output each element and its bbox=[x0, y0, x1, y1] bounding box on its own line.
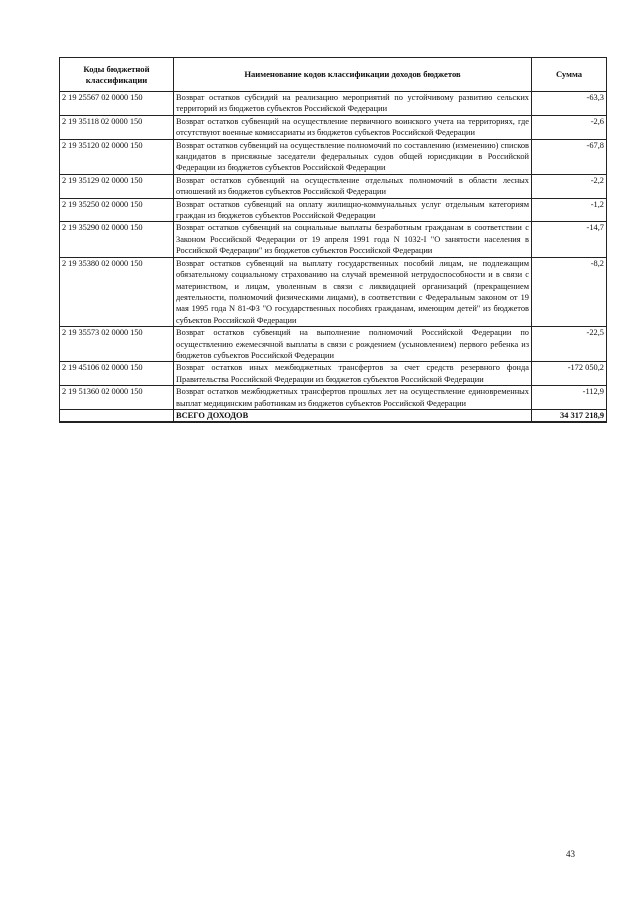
table-row bbox=[60, 198, 607, 222]
row-sum: -67,8 bbox=[532, 139, 607, 174]
row-code: 2 19 45106 02 0000 150 bbox=[60, 362, 174, 386]
budget-revenue-table bbox=[59, 57, 607, 423]
row-sum: -112,9 bbox=[532, 386, 607, 410]
table-row bbox=[60, 257, 607, 326]
row-code: 2 19 35380 02 0000 150 bbox=[60, 257, 174, 326]
row-sum: -63,3 bbox=[532, 92, 607, 116]
row-sum: -2,6 bbox=[532, 115, 607, 139]
row-sum: -14,7 bbox=[532, 222, 607, 257]
header-name: Наименование кодов классификации доходов бюджетов bbox=[174, 58, 532, 92]
table-header-row bbox=[60, 58, 607, 92]
row-name: Возврат остатков субвенций на осуществление полномочий по составлению (изменению) списков кандидатов в присяжные заседатели федеральных судов общей юрисдикции в Российской Федерации из бюджетов субъектов Российской Федерации bbox=[174, 139, 532, 174]
table-row bbox=[60, 139, 607, 174]
row-name: Возврат остатков иных межбюджетных трансфертов за счет средств резервного фонда Правительства Российской Федерации из бюджетов субъектов Российской Федерации bbox=[174, 362, 532, 386]
total-label: ВСЕГО ДОХОДОВ bbox=[174, 409, 532, 422]
row-code: 2 19 35129 02 0000 150 bbox=[60, 174, 174, 198]
total-sum: 34 317 218,9 bbox=[532, 409, 607, 422]
table-row bbox=[60, 386, 607, 410]
row-sum: -22,5 bbox=[532, 327, 607, 362]
row-name: Возврат остатков субвенций на выполнение полномочий Российской Федерации по осуществлению ежемесячной выплаты в связи с рождением (усыновлением) первого ребенка из бюджетов субъектов Российской Федерации bbox=[174, 327, 532, 362]
row-sum: -1,2 bbox=[532, 198, 607, 222]
table-row bbox=[60, 174, 607, 198]
row-code: 2 19 51360 02 0000 150 bbox=[60, 386, 174, 410]
table-row bbox=[60, 327, 607, 362]
row-code: 2 19 35573 02 0000 150 bbox=[60, 327, 174, 362]
row-sum: -2,2 bbox=[532, 174, 607, 198]
row-name: Возврат остатков межбюджетных трансфертов прошлых лет на осуществление единовременных выплат медицинским работникам из бюджетов субъектов Российской Федерации bbox=[174, 386, 532, 410]
row-name: Возврат остатков субвенций на осуществление отдельных полномочий в области лесных отношений из бюджетов субъектов Российской Федерации bbox=[174, 174, 532, 198]
table-row bbox=[60, 222, 607, 257]
row-code: 2 19 35120 02 0000 150 bbox=[60, 139, 174, 174]
total-code bbox=[60, 409, 174, 422]
page-number: 43 bbox=[566, 849, 575, 859]
row-sum: -172 050,2 bbox=[532, 362, 607, 386]
row-code: 2 19 25567 02 0000 150 bbox=[60, 92, 174, 116]
total-row bbox=[60, 409, 607, 422]
header-code: Коды бюджетной классификации bbox=[60, 58, 174, 92]
row-name: Возврат остатков субвенций на осуществление первичного воинского учета на территориях, где отсутствуют военные комиссариаты из бюджетов субъектов Российской Федерации bbox=[174, 115, 532, 139]
row-sum: -8,2 bbox=[532, 257, 607, 326]
row-code: 2 19 35250 02 0000 150 bbox=[60, 198, 174, 222]
row-name: Возврат остатков субсидий на реализацию мероприятий по устойчивому развитию сельских территорий из бюджетов субъектов Российской Федерации bbox=[174, 92, 532, 116]
table-row bbox=[60, 362, 607, 386]
table-row bbox=[60, 115, 607, 139]
row-name: Возврат остатков субвенций на выплату государственных пособий лицам, не подлежащим обязательному социальному страхованию на случай временной нетрудоспособности и в связи с материнством, и лицам, уволенным в связи с ликвидацией организаций (прекращением деятельности, полномочий физическими лицами), в соответствии с Федеральным законом от 19 мая 1995 года N 81-ФЗ "О государственных пособиях гражданам, имеющим детей" из бюджетов субъектов Российской Федерации bbox=[174, 257, 532, 326]
row-code: 2 19 35290 02 0000 150 bbox=[60, 222, 174, 257]
table-row bbox=[60, 92, 607, 116]
row-name: Возврат остатков субвенций на оплату жилищно-коммунальных услуг отдельным категориям граждан из бюджетов субъектов Российской Федерации bbox=[174, 198, 532, 222]
row-name: Возврат остатков субвенций на социальные выплаты безработным гражданам в соответствии с Законом Российской Федерации от 19 апреля 1991 года N 1032-I "О занятости населения в Российской Федерации" из бюджетов субъектов Российской Федерации bbox=[174, 222, 532, 257]
row-code: 2 19 35118 02 0000 150 bbox=[60, 115, 174, 139]
header-sum: Сумма bbox=[532, 58, 607, 92]
